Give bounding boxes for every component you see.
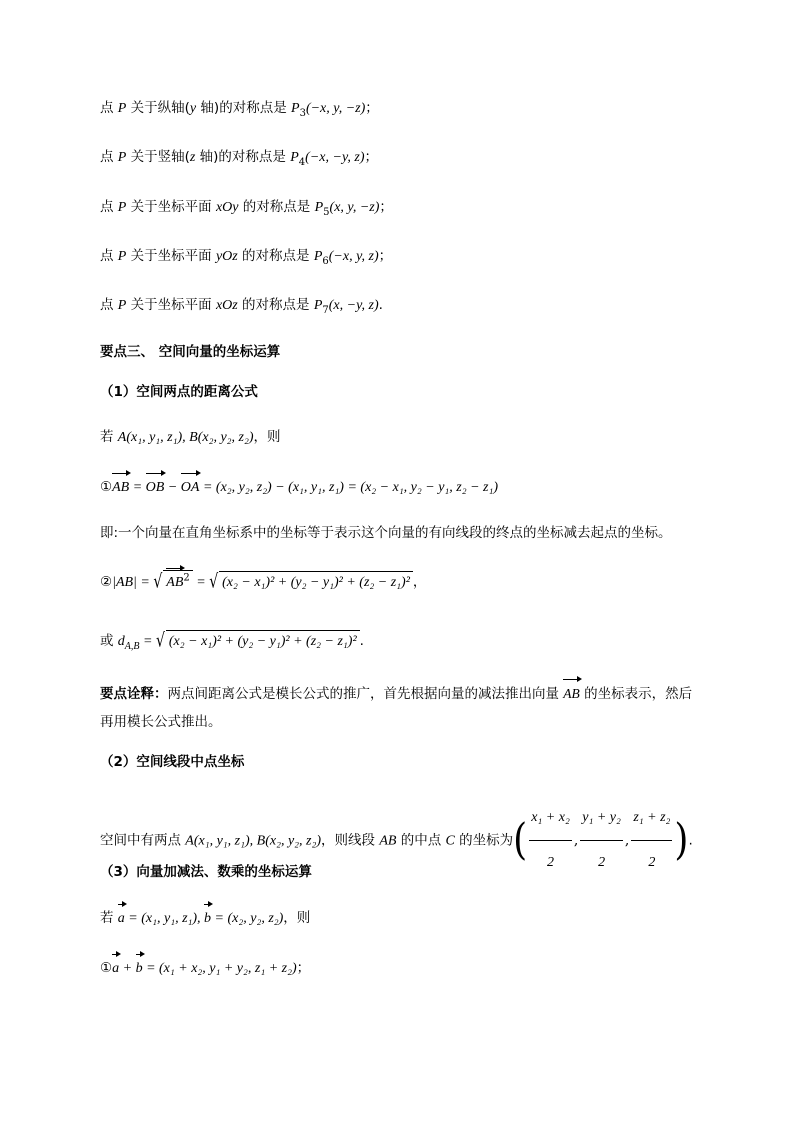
symmetry-line-xoy bbox=[100, 196, 393, 219]
sqrt-icon: √ bbox=[153, 571, 163, 593]
sqrt-icon: √ bbox=[209, 571, 219, 593]
point-name: P bbox=[313, 249, 323, 264]
radicand: (x₂ − x₁)² + (y₂ − y₁)² + (z₂ − z₁)² bbox=[166, 630, 360, 653]
point-coord: (x, −y, z) bbox=[328, 298, 379, 313]
text: 关于纵轴( bbox=[126, 100, 190, 116]
vector-ab: AB bbox=[563, 683, 580, 705]
equals: = bbox=[139, 634, 156, 649]
text: 或 bbox=[100, 633, 118, 649]
numerator: z₁ + z₂ bbox=[631, 796, 672, 841]
point-name: P bbox=[291, 101, 300, 116]
vector-ab: AB bbox=[112, 477, 129, 499]
circled-number: ① bbox=[100, 479, 113, 495]
text: 关于坐标平面 bbox=[126, 248, 216, 264]
equation-vector-sum bbox=[100, 957, 310, 980]
text: 轴)的对称点是 bbox=[196, 100, 291, 116]
point-subscript: 4 bbox=[298, 156, 306, 168]
d-subscript: A,B bbox=[124, 640, 140, 652]
right-paren-icon: ) bbox=[674, 815, 689, 865]
point-name: P bbox=[290, 150, 299, 165]
points-expr: A(x₁, y₁, z₁), B(x₂, y₂, z₂) bbox=[185, 833, 322, 849]
text: 点 bbox=[100, 248, 118, 264]
text: 关于竖轴( bbox=[126, 149, 190, 165]
text: ，则 bbox=[253, 429, 281, 445]
text: 点 bbox=[100, 100, 118, 116]
plane-name: xOy bbox=[215, 200, 239, 215]
minus: − bbox=[164, 480, 181, 495]
vector-a-coords: = (x₁, y₁, z₁), bbox=[124, 911, 205, 926]
text: 若 bbox=[100, 910, 118, 926]
text: 轴)的对称点是 bbox=[195, 149, 291, 165]
symmetry-line-z-axis bbox=[100, 146, 378, 169]
text: 的中点 bbox=[396, 832, 446, 849]
point-subscript: 7 bbox=[322, 304, 329, 316]
denominator: 2 bbox=[598, 855, 606, 870]
point-coord: (−x, y, −z) bbox=[305, 101, 366, 116]
text: 关于坐标平面 bbox=[126, 199, 216, 215]
text: 若 bbox=[100, 429, 118, 445]
var-p: P bbox=[117, 101, 127, 116]
radicand: (x₂ − x₁)² + (y₂ − y₁)² + (z₂ − z₁)² bbox=[219, 571, 413, 594]
vector-ob: OB bbox=[146, 477, 165, 499]
premise-line-2 bbox=[100, 907, 310, 930]
point-coord: (−x, y, z) bbox=[328, 249, 379, 264]
punct: . bbox=[378, 297, 383, 313]
fraction-y bbox=[580, 796, 623, 885]
equation-distance-modulus bbox=[100, 570, 426, 594]
equals: = bbox=[192, 575, 210, 590]
section-heading: 要点三、 空间向量的坐标运算 bbox=[100, 344, 281, 360]
symmetry-line-yoz bbox=[100, 245, 392, 268]
point-name: P bbox=[313, 298, 323, 313]
punct: . bbox=[359, 633, 364, 649]
var-p: P bbox=[117, 150, 127, 165]
vector-b-coords: = (x₂, y₂, z₂) bbox=[211, 911, 284, 926]
vector-a: a bbox=[118, 908, 125, 930]
vector-ab: AB bbox=[166, 572, 183, 594]
segment-ab: AB bbox=[379, 833, 397, 849]
subsection-distance-formula: （1）空间两点的距离公式 bbox=[100, 384, 258, 400]
denominator: 2 bbox=[547, 855, 554, 870]
midpoint-line: 空间中有两点 A(x₁, y₁, z₁), B(x₂, y₂, z₂)，则线段 AB 的中点 C 的坐标为( $\frac{\text{x₁ + x₂}}{2}$ , $\frac{\text{y₁ + y₂}}{2}$ , $\frac{\text{z₁ + z₂}}{2}$ ). bbox=[100, 796, 693, 885]
vector-a: a bbox=[112, 958, 119, 980]
point-coord: (x, y, −z) bbox=[329, 200, 380, 215]
plane-name: xOz bbox=[215, 298, 238, 313]
text: 的对称点是 bbox=[238, 199, 315, 215]
point-name: P bbox=[314, 200, 324, 215]
text: 点 bbox=[100, 297, 118, 313]
punct: ； bbox=[365, 100, 379, 116]
text: 的坐标为 bbox=[454, 832, 514, 849]
premise-line-1 bbox=[100, 426, 281, 449]
eq-rhs: = (x₁ + x₂, y₁ + y₂, z₁ + z₂) bbox=[142, 961, 297, 976]
point-subscript: 3 bbox=[299, 107, 306, 119]
text: 的对称点是 bbox=[237, 248, 314, 264]
var-d: d bbox=[117, 634, 125, 649]
numerator: x₁ + x₂ bbox=[529, 796, 572, 841]
text: 两点间距离公式是模长公式的推广，首先根据向量的减法推出向量 bbox=[167, 686, 564, 702]
equation-vector-ab bbox=[100, 476, 498, 499]
var-p: P bbox=[117, 249, 127, 264]
punct: ； bbox=[379, 199, 393, 215]
var-p: P bbox=[117, 298, 127, 313]
axis-name: z bbox=[189, 150, 196, 165]
text: 点 bbox=[100, 149, 118, 165]
text: 的对称点是 bbox=[237, 297, 314, 313]
symmetry-line-xoz bbox=[100, 294, 383, 317]
punct: ； bbox=[378, 248, 393, 264]
text: ，则 bbox=[283, 910, 311, 926]
circled-number: ② bbox=[100, 574, 113, 590]
vector-b: b bbox=[136, 958, 143, 980]
note-paragraph-line1 bbox=[100, 683, 692, 705]
text: 点 bbox=[100, 199, 118, 215]
vector-b: b bbox=[204, 908, 211, 930]
punct: ， bbox=[412, 574, 427, 590]
var-p: P bbox=[117, 200, 127, 215]
explanation-text: 即:一个向量在直角坐标系中的坐标等于表示这个向量的有向线段的终点的坐标减去起点的坐标。 bbox=[100, 525, 672, 541]
punct: ； bbox=[364, 149, 378, 165]
left-paren-icon: ( bbox=[513, 815, 528, 865]
eq-rhs: = (x₂, y₂, z₂) − (x₁, y₁, z₁) = (x₂ − x₁, y₂ − y₁, z₂ − z₁) bbox=[199, 480, 499, 495]
points-expr: A(x₁, y₁, z₁), B(x₂, y₂, z₂) bbox=[117, 430, 254, 445]
axis-name: y bbox=[189, 101, 197, 116]
equals: = bbox=[129, 480, 146, 495]
point-subscript: 6 bbox=[322, 255, 329, 267]
text: ，则线段 bbox=[321, 832, 380, 849]
note-paragraph-line2: 再用模长公式推出。 bbox=[100, 714, 222, 730]
point-coord: (−x, −y, z) bbox=[305, 150, 365, 165]
plus: + bbox=[119, 961, 136, 976]
punct: . bbox=[688, 832, 693, 849]
symmetry-line-y-axis bbox=[100, 97, 379, 120]
plane-name: yOz bbox=[215, 249, 238, 264]
subsection-midpoint: （2）空间线段中点坐标 bbox=[100, 754, 245, 770]
circled-number: ① bbox=[100, 960, 113, 976]
vector-oa: OA bbox=[181, 477, 200, 499]
numerator: y₁ + y₂ bbox=[580, 796, 623, 841]
fraction-x bbox=[529, 796, 572, 885]
modulus-ab: |AB| = bbox=[112, 575, 154, 590]
point-subscript: 5 bbox=[323, 206, 330, 218]
subsection-vector-ops: （3）向量加减法、数乘的坐标运算 bbox=[100, 864, 312, 880]
equation-distance-d bbox=[100, 630, 364, 653]
text: 关于坐标平面 bbox=[126, 297, 216, 313]
sqrt-icon: √ bbox=[155, 630, 165, 652]
note-label: 要点诠释： bbox=[100, 686, 168, 702]
text: 的坐标表示，然后 bbox=[579, 686, 693, 702]
square-exponent: 2 bbox=[183, 572, 190, 584]
text: 空间中有两点 bbox=[100, 832, 186, 849]
punct: ； bbox=[296, 960, 311, 976]
denominator: 2 bbox=[648, 855, 656, 870]
point-c: C bbox=[445, 833, 455, 849]
fraction-z bbox=[631, 796, 672, 885]
